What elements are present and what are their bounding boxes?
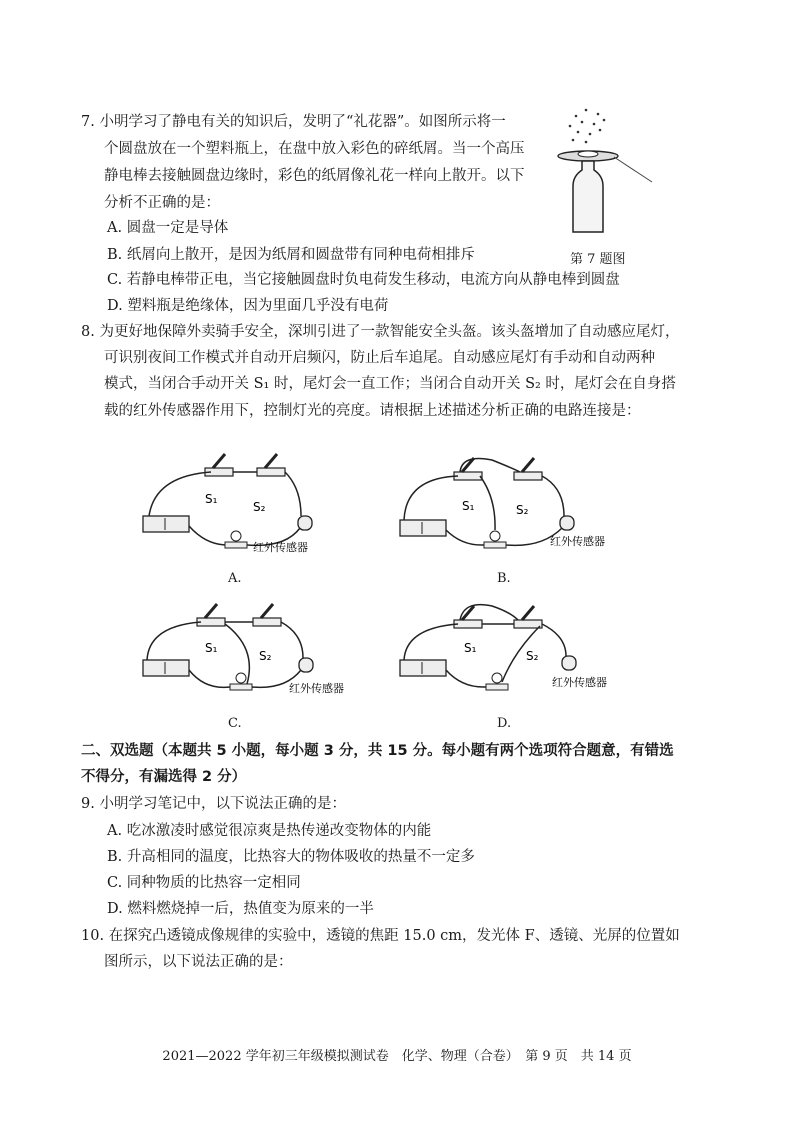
q8-stem-line-1: 8. 为更好地保障外卖骑手安全，深圳引进了一款智能安全头盔。该头盔增加了自动感应尾灯， — [81, 324, 680, 340]
circuit-a-s2-label: S₂ — [253, 500, 266, 514]
q8-stem-line-4: 载的红外传感器作用下，控制灯光的亮度。请根据上述描述分析正确的电路连接是： — [104, 403, 641, 419]
circuit-d-label: D. — [497, 716, 512, 731]
circuit-d — [392, 592, 622, 712]
q7-figure-caption: 第 7 题图 — [570, 252, 626, 267]
circuit-a-sensor-label: 红外传感器 — [253, 541, 308, 554]
q9-stem: 9. 小明学习笔记中，以下说法正确的是： — [81, 796, 346, 812]
q7-figure — [548, 104, 658, 244]
circuit-c-label: C. — [228, 716, 242, 731]
circuit-c — [135, 598, 365, 718]
circuit-d-sensor-label: 红外传感器 — [552, 676, 607, 689]
circuit-b-label: B. — [497, 571, 511, 586]
q9-option-c: C. 同种物质的比热容一定相同 — [107, 875, 301, 891]
q7-option-a: A. 圆盘一定是导体 — [107, 220, 229, 236]
q7-option-b: B. 纸屑向上散开，是因为纸屑和圆盘带有同种电荷相排斥 — [107, 247, 475, 263]
circuit-a-s1-label: S₁ — [205, 492, 218, 506]
circuit-b — [392, 448, 622, 568]
q9-option-d: D. 燃料燃烧掉一后，热值变为原来的一半 — [107, 901, 374, 917]
q10-stem-line-2: 图所示，以下说法正确的是： — [104, 954, 293, 970]
q7-stem-line-3: 静电棒去接触圆盘边缘时，彩色的纸屑像礼花一样向上散开。以下 — [104, 168, 525, 184]
circuit-c-s2-label: S₂ — [259, 649, 272, 663]
circuit-c-sensor-label: 红外传感器 — [289, 682, 344, 695]
circuit-b-s2-label: S₂ — [516, 503, 529, 517]
circuit-b-sensor-label: 红外传感器 — [550, 535, 605, 548]
circuit-b-s1-label: S₁ — [462, 499, 475, 513]
q7-stem-line-1: 7. 小明学习了静电有关的知识后，发明了“礼花器”。如图所示将一 — [81, 114, 506, 130]
q8-stem-line-2: 可识别夜间工作模式并自动开启频闪，防止后车追尾。自动感应尾灯有手动和自动两种 — [104, 350, 655, 366]
q7-stem-line-4: 分析不正确的是： — [104, 195, 220, 211]
circuit-a-label: A. — [228, 571, 242, 586]
section-2-heading-line-1: 二、双选题（本题共 5 小题，每小题 3 分，共 15 分。每小题有两个选项符合题意，有错选 — [81, 743, 674, 759]
circuit-d-s1-label: S₁ — [464, 641, 477, 655]
q7-option-c: C. 若静电棒带正电，当它接触圆盘时负电荷发生移动，电流方向从静电棒到圆盘 — [107, 272, 620, 288]
q9-option-b: B. 升高相同的温度，比热容大的物体吸收的热量不一定多 — [107, 849, 475, 865]
circuit-a — [135, 448, 335, 568]
q7-option-d: D. 塑料瓶是绝缘体，因为里面几乎没有电荷 — [107, 298, 389, 314]
q7-stem-line-2: 个圆盘放在一个塑料瓶上，在盘中放入彩色的碎纸屑。当一个高压 — [104, 141, 525, 157]
q8-stem-line-3: 模式，当闭合手动开关 S₁ 时，尾灯会一直工作；当闭合自动开关 S₂ 时，尾灯会在自身搭 — [104, 376, 676, 392]
circuit-c-s1-label: S₁ — [205, 641, 218, 655]
section-2-heading-line-2: 不得分，有漏选得 2 分） — [81, 769, 247, 785]
circuit-d-s2-label: S₂ — [526, 649, 539, 663]
q10-stem-line-1: 10. 在探究凸透镜成像规律的实验中，透镜的焦距 15.0 cm，发光体 F、透镜、光屏的位置如 — [81, 928, 680, 944]
q9-option-a: A. 吃冰激凌时感觉很凉爽是热传递改变物体的内能 — [107, 823, 432, 839]
page-footer: 2021—2022 学年初三年级模拟测试卷 化学、物理（合卷） 第 9 页 共 14 页 — [162, 1049, 632, 1064]
